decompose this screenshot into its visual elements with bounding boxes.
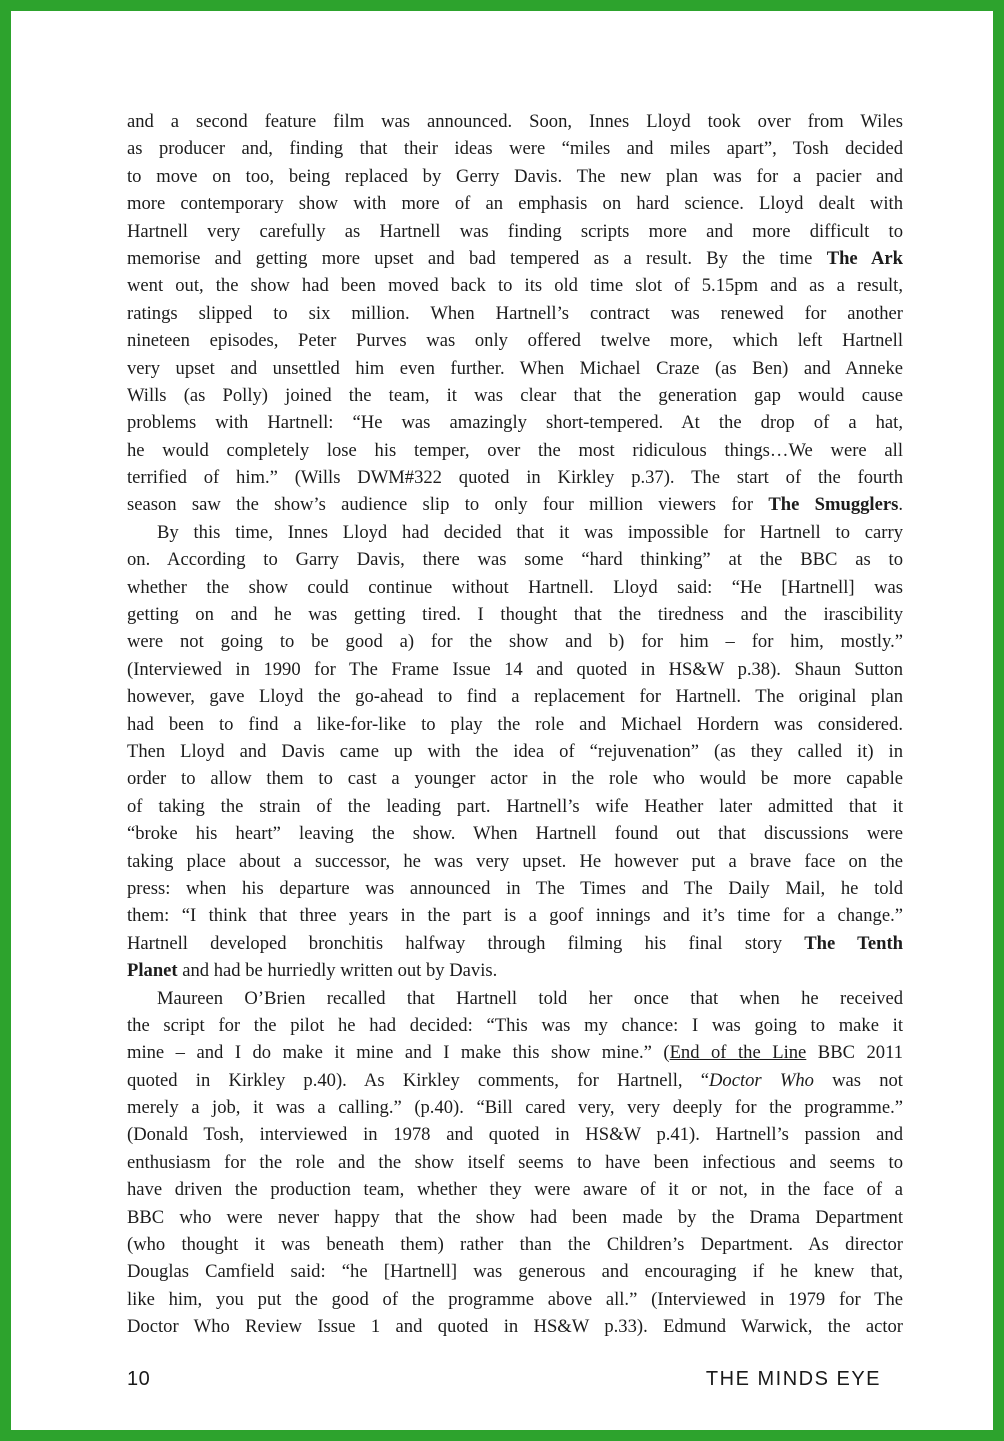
text-segment: merely a job, it was a calling.” (p.40). “Bill cared very, very deeply for the programme.” [127,1097,903,1119]
text-segment: problems with Hartnell: “He was amazingly short-tempered. At the drop of a hat, [127,412,903,434]
text-segment: whether the show could continue without Hartnell. Lloyd said: “He [Hartnell] was [127,576,903,598]
text-segment: season saw the show’s audience slip to only four million viewers for [127,494,769,516]
text-segment: quoted in Kirkley p.40). As Kirkley comments, for Hartnell, “ [127,1069,709,1091]
text-line [127,355,903,382]
text-segment: had been to find a like-for-like to play the role and Michael Hordern was considered. [127,713,903,735]
text-line [127,135,903,162]
page-footer [127,1368,881,1391]
text-line [127,437,903,464]
text-segment: (who thought it was beneath them) rather than the Children’s Department. As director [127,1234,903,1256]
text-segment: of taking the strain of the leading part. Hartnell’s wife Heather later admitted that it [127,795,903,817]
text-line [127,272,903,299]
text-line [127,902,903,929]
text-line [127,1149,903,1176]
text-segment: The Smugglers [768,494,899,516]
text-segment: By this time, Innes Lloyd had decided that it was impossible for Hartnell to carry [157,521,903,543]
text-line [127,628,903,655]
text-line [127,1121,903,1148]
text-line [127,683,903,710]
text-line [127,163,903,190]
text-segment: as producer and, finding that their ideas were “miles and miles apart”, Tosh decided [127,138,903,160]
text-line [127,765,903,792]
text-segment: have driven the production team, whether they were aware of it or not, in the face of a [127,1179,903,1201]
text-segment: mine – and I do make it mine and I make this show mine.” ( [127,1042,670,1064]
text-segment: enthusiasm for the role and the show itself seems to have been infectious and seems to [127,1151,903,1173]
text-segment: (Donald Tosh, interviewed in 1978 and quoted in HS&W p.41). Hartnell’s passion and [127,1124,903,1146]
text-segment: End of the Line [669,1042,807,1064]
text-segment: went out, the show had been moved back to its old time slot of 5.15pm and as a result, [127,275,903,297]
text-line [127,793,903,820]
text-segment: was not [813,1069,903,1091]
page-text [127,108,903,1341]
text-segment: Douglas Camfield said: “he [Hartnell] was generous and encouraging if he knew that, [127,1261,903,1283]
text-line [127,546,903,573]
text-line [127,108,903,135]
text-line [127,464,903,491]
text-segment: The Ark [826,247,903,269]
text-line [127,409,903,436]
text-segment: very upset and unsettled him even further. When Michael Craze (as Ben) and Anneke [127,357,903,379]
text-line [127,738,903,765]
text-line [127,656,903,683]
text-line [127,519,903,546]
text-line [127,574,903,601]
text-segment: Planet [127,960,178,982]
text-segment: terrified of him.” (Wills DWM#322 quoted in Kirkley p.37). The start of the fourth [127,467,903,489]
text-segment: like him, you put the good of the programme above all.” (Interviewed in 1979 for The [127,1288,903,1310]
text-line [127,601,903,628]
text-segment: he would completely lose his temper, over the most ridiculous things…We were all [127,439,903,461]
text-line [127,190,903,217]
text-segment: were not going to be good a) for the show and b) for him – for him, mostly.” [127,631,903,653]
text-segment: . [898,494,903,516]
text-segment: (Interviewed in 1990 for The Frame Issue 14 and quoted in HS&W p.38). Shaun Sutton [127,658,903,680]
text-segment: press: when his departure was announced in The Times and The Daily Mail, he told [127,877,903,899]
text-line [127,1204,903,1231]
text-line [127,711,903,738]
text-line [127,1039,903,1066]
text-segment: The Tenth [804,932,903,954]
text-line [127,1094,903,1121]
text-line [127,848,903,875]
text-segment: more contemporary show with more of an emphasis on hard science. Lloyd dealt with [127,193,903,215]
text-segment: “broke his heart” leaving the show. When Hartnell found out that discussions were [127,823,903,845]
text-line [127,245,903,272]
text-segment: nineteen episodes, Peter Purves was only offered twelve more, which left Hartnell [127,330,903,352]
text-segment: to move on too, being replaced by Gerry Davis. The new plan was for a pacier and [127,165,903,187]
text-segment: Wills (as Polly) joined the team, it was clear that the generation gap would cause [127,384,903,406]
text-segment: BBC 2011 [806,1042,903,1064]
text-line [127,957,903,984]
text-line [127,985,903,1012]
text-segment: BBC who were never happy that the show had been made by the Drama Department [127,1206,903,1228]
text-line [127,1231,903,1258]
text-line [127,300,903,327]
text-line [127,327,903,354]
text-line [127,1067,903,1094]
text-segment: Doctor Who [708,1069,814,1091]
text-line [127,1286,903,1313]
text-segment: Hartnell very carefully as Hartnell was finding scripts more and more difficult to [127,220,903,242]
text-line [127,1258,903,1285]
text-line [127,820,903,847]
text-segment: Then Lloyd and Davis came up with the idea of “rejuvenation” (as they called it) in [127,740,903,762]
text-segment: them: “I think that three years in the part is a goof innings and it’s time for a change.” [127,905,903,927]
text-line [127,218,903,245]
text-line [127,875,903,902]
text-segment: order to allow them to cast a younger actor in the role who would be more capable [127,768,903,790]
text-segment: Doctor Who Review Issue 1 and quoted in HS&W p.33). Edmund Warwick, the actor [127,1316,903,1338]
text-segment: and had be hurriedly written out by Davis. [177,960,498,982]
text-line [127,491,903,518]
text-segment: on. According to Garry Davis, there was some “hard thinking” at the BBC as to [127,549,903,571]
text-segment: memorise and getting more upset and bad tempered as a result. By the time [127,247,827,269]
page-number: 10 [127,1368,151,1390]
text-segment: the script for the pilot he had decided: “This was my chance: I was going to make it [127,1014,903,1036]
text-segment: Maureen O’Brien recalled that Hartnell told her once that when he received [157,987,903,1009]
text-segment: taking place about a successor, he was very upset. He however put a brave face on the [127,850,903,872]
text-line [127,930,903,957]
text-line [127,382,903,409]
text-segment: ratings slipped to six million. When Hartnell’s contract was renewed for another [127,302,903,324]
text-segment: getting on and he was getting tired. I thought that the tiredness and the irascibility [127,604,903,626]
text-segment: and a second feature film was announced. Soon, Innes Lloyd took over from Wiles [127,111,903,132]
text-segment: however, gave Lloyd the go-ahead to find a replacement for Hartnell. The original plan [127,686,903,708]
text-line [127,1176,903,1203]
text-line [127,1313,903,1340]
text-line [127,1012,903,1039]
running-title: THE MINDS EYE [705,1368,881,1390]
text-segment: Hartnell developed bronchitis halfway through filming his final story [127,932,805,954]
